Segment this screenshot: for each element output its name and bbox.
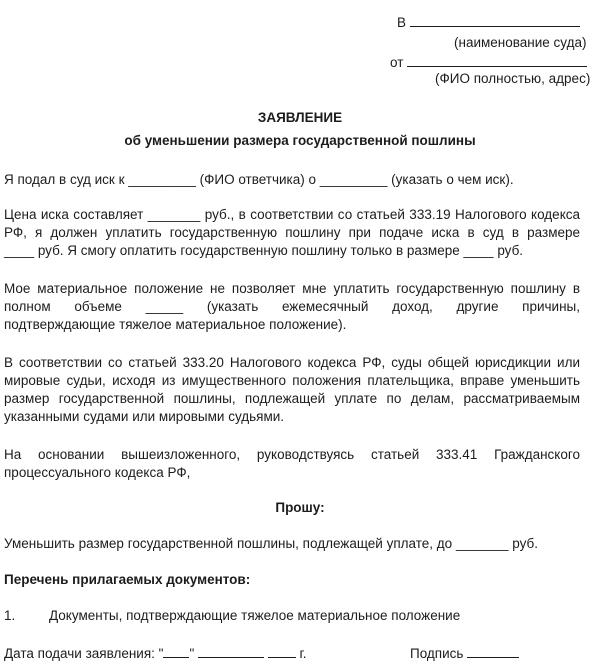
p2-l3-text-a: руб. Я смогу оплатить государственную пошлину только в размере [37, 243, 460, 258]
request-text-a: Уменьшить размер государственной пошлины, подлежащей уплате, до [4, 536, 453, 551]
defendant-blank: _________ [128, 172, 196, 187]
p3-l2-text-a: полном объеме [4, 299, 122, 314]
applicant-name-blank [407, 53, 587, 67]
p2-line-3 [4, 243, 523, 258]
p2-line-1 [4, 207, 580, 222]
duty-amount-blank: ____ [4, 243, 35, 258]
paragraph-claim [4, 172, 514, 187]
year-blank [268, 644, 296, 658]
p3-line-2 [4, 299, 580, 314]
income-blank: _____ [145, 299, 184, 314]
p4-line-4: указанными судами или мировыми судьями. [4, 409, 285, 424]
p3-line-1: Мое материальное положение не позволяет мне уплатить государственную пошлину в [4, 281, 580, 296]
month-blank [198, 644, 264, 658]
request-line [4, 536, 538, 551]
attachment-item [4, 608, 15, 623]
from-caption: (ФИО полностью, адрес) [435, 71, 591, 86]
year-suffix: г. [299, 646, 307, 661]
signature-label: Подпись [410, 646, 464, 661]
p4-line-1: В соответствии со статьей 333.20 Налогового кодекса РФ, суды общей юрисдикции или [4, 355, 580, 370]
from-prefix: от [390, 55, 404, 70]
to-caption: (наименование суда) [454, 35, 587, 50]
document-subtitle: об уменьшении размера государственной пошлины [124, 133, 476, 148]
claim-price-blank: _______ [147, 207, 201, 222]
p2-l1-text-a: Цена иска составляет [4, 207, 144, 222]
request-heading: Прошу: [275, 500, 325, 515]
date-label: Дата подачи заявления: " [4, 646, 164, 661]
date-quote: " [189, 646, 195, 661]
day-blank [163, 644, 189, 658]
to-prefix: В [397, 15, 407, 30]
to-line [397, 13, 580, 30]
p3-l2-text-b: (указать ежемесячный доход, другие причины, [206, 299, 580, 314]
p4-line-2: мировые судьи, исходя из имущественного положения плательщика, вправе уменьшить [4, 373, 580, 388]
p5-line-2: процессуального кодекса РФ, [4, 465, 191, 480]
attachments-heading: Перечень прилагаемых документов: [4, 572, 251, 587]
p4-line-3: размер государственной пошлины, подлежащей уплате по делам, рассматриваемым [4, 391, 580, 406]
p1-text-b: (ФИО ответчика) о [199, 172, 317, 187]
signature-line [410, 644, 519, 661]
p3-line-3: подтверждающие тяжелое материальное положение). [4, 317, 347, 332]
claim-subject-blank: _________ [319, 172, 388, 187]
request-text-b: руб. [512, 536, 539, 551]
from-line [390, 53, 587, 70]
reduced-amount-blank: _______ [455, 536, 509, 551]
attachment-text: Документы, подтверждающие тяжелое материальное положение [49, 608, 461, 623]
court-name-blank [410, 13, 580, 27]
payable-amount-blank: ____ [463, 243, 494, 258]
p2-l1-text-b: руб., в соответствии со статьей 333.19 Налогового кодекса [204, 207, 581, 222]
p1-text-a: Я подал в суд иск к [4, 172, 125, 187]
signature-blank [467, 644, 519, 658]
date-line [4, 644, 307, 661]
attachment-number: 1. [4, 608, 16, 623]
p1-text-c: (указать о чем иск). [391, 172, 514, 187]
p5-line-1: На основании вышеизложенного, руководствуясь статьей 333.41 Гражданского [4, 447, 580, 462]
p2-line-2: РФ, я должен уплатить государственную пошлину при подаче иска в суд в размере [4, 225, 580, 240]
document-title: ЗАЯВЛЕНИЕ [257, 110, 343, 125]
p2-l3-text-b: руб. [497, 243, 524, 258]
